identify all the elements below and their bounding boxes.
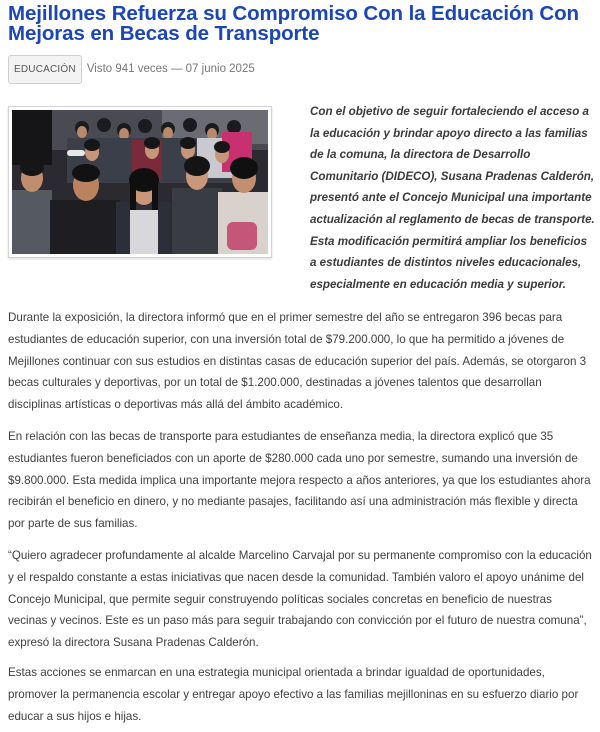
- paragraph: Durante la exposición, la directora informó que en el primer semestre del año se entregaron 396 becas para estudiantes de educación superior, con una inversión total de $79.200.000, lo que ha permitido a jóvenes de Mejillones continuar con sus estudios en distintas casas de educación superior del país. Además, se otorgaron 3 becas culturales y deportivas, por un total de $1.200.000, destinadas a jóvenes talentos que desarrollan disciplinas artísticas o deportivas más allá del ámbito académico.: [8, 311, 587, 412]
- paragraph: Estas acciones se enmarcan en una estrategia municipal orientada a brindar igualdad de oportunidades, promover la permanencia escolar y entregar apoyo efectivo a las familias mejilloninas en su esfuerzo diario por educar a sus hijos e hijas.: [8, 666, 579, 723]
- article-photo[interactable]: [8, 106, 272, 258]
- article-intro: Con el objetivo de seguir fortaleciendo el acceso a la educación y brindar apoyo directo a las familias de la comuna, la directora de Desarrollo Comunitario (DIDECO), Susana Pradenas Calderón, presentó ante el Concejo Municipal una importante actualización al reglamento de becas de transporte. Esta modificación permitirá ampliar los beneficios a estudiantes de distintos niveles educacionales, especialmente en educación media y superior.: [310, 105, 595, 291]
- paragraph: En relación con las becas de transporte para estudiantes de enseñanza media, la directora explicó que 35 estudiantes fueron beneficiados con un aporte de $280.000 cada uno por semestre, sumando una inversión de $9.800.000. Esta medida implica una importante mejora respecto a años anteriores, ya que los estudiantes ahora recibirán el beneficio en dinero, y no mediante pasajes, facilitando así una administración más flexible y directa por parte de sus familias.: [8, 430, 591, 531]
- paragraph: “Quiero agradecer profundamente al alcalde Marcelino Carvajal por su permanente compromiso con la educación y el respaldo constante a estas iniciativas que nacen desde la comunidad. También valoro el apoyo unánime del Concejo Municipal, que permite seguir construyendo políticas sociales concretas en beneficio de nuestras vecinas y vecinos. Este es un paso más para seguir trabajando con convicción por el futuro de nuestra comuna”, expresó la directora Susana Pradenas Calderón.: [8, 549, 592, 650]
- audience-photo: [12, 110, 268, 254]
- article-meta: [8, 55, 255, 83]
- category-badge[interactable]: EDUCACIÓN: [8, 55, 82, 84]
- views-and-date: Visto 941 veces — 07 junio 2025: [86, 63, 255, 75]
- article-title[interactable]: Mejillones Refuerza su Compromiso Con la Educación Con Mejoras en Becas de Transporte: [8, 2, 579, 45]
